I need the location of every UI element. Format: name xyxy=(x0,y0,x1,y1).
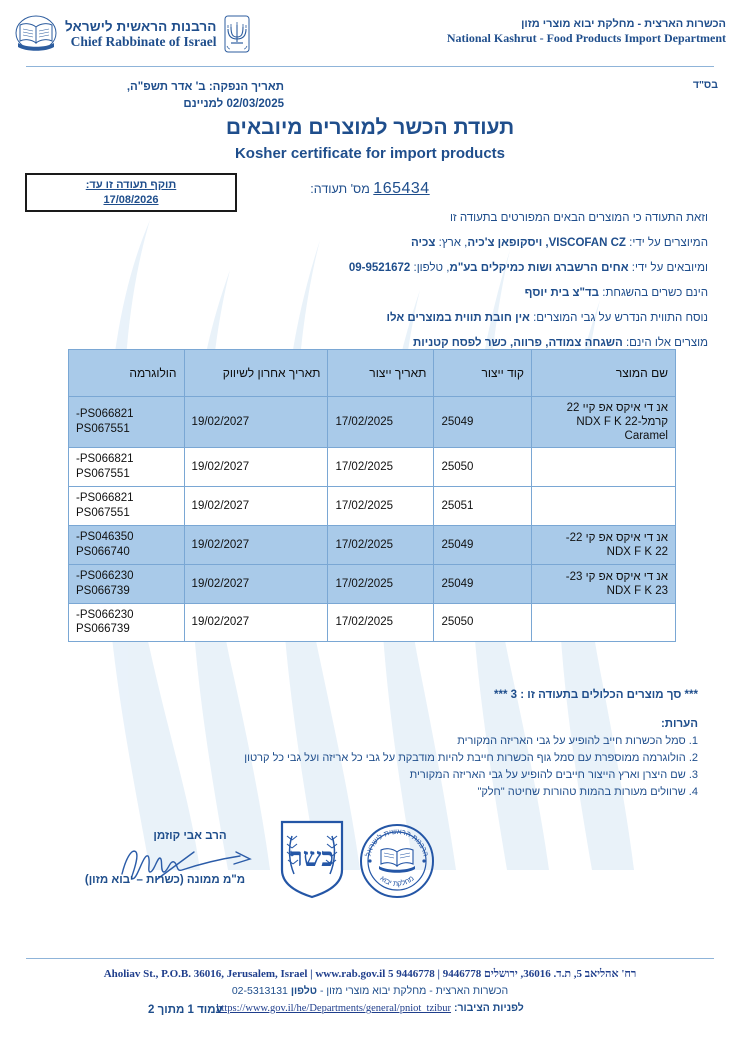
importer-line: ומיובאים על ידי: אחים הרשברג ושות כמיקלים בע"מ, טלפון: 09-9521672 xyxy=(348,262,708,275)
cell-product-name: אנ די איקס אפ קי 22- NDX F K 22 xyxy=(531,525,675,564)
signatory-name: הרב אבי קוזמן xyxy=(153,830,227,842)
department-title-en: National Kashrut - Food Products Import Department xyxy=(446,31,726,46)
label-requirement-line xyxy=(32,312,708,324)
signatory-role: מ"מ ממונה (כשרות – יבוא מזון) xyxy=(84,874,246,886)
products-table-body xyxy=(69,397,676,642)
rabbinate-round-stamp-icon xyxy=(358,822,436,900)
validity-date: 17/08/2026 xyxy=(103,193,159,206)
svg-text:מחלקת יבוא: מחלקת יבוא xyxy=(378,873,416,889)
certificate-number-value: 165434 xyxy=(373,180,430,197)
table-row xyxy=(69,564,676,603)
cell-product-name xyxy=(531,603,675,642)
cell-production-date: 17/02/2025 xyxy=(328,448,434,487)
cell-hologram-range xyxy=(69,397,185,448)
hologram-from: PS066821- xyxy=(76,453,134,466)
supervision-label: הינם כשרים בהשגחת: xyxy=(602,287,708,300)
hologram-to: PS067551 xyxy=(76,423,130,436)
label-requirement-label: נוסח התווית הנדרש על גבי המוצרים: xyxy=(533,312,708,325)
cell-last-marketing-date: 19/02/2027 xyxy=(184,486,328,525)
signature-area xyxy=(0,818,740,928)
cell-last-marketing-date: 19/02/2027 xyxy=(184,603,328,642)
note-item-3: 3. שם היצרן וארץ הייצור חייבים להופיע על גבי האריזה המקורית xyxy=(409,769,698,782)
cell-last-marketing-date: 19/02/2027 xyxy=(184,525,328,564)
cell-production-code: 25051 xyxy=(434,486,531,525)
cell-product-name: אנ די איקס אפ קי 23- NDX F K 23 xyxy=(531,564,675,603)
hologram-to: PS066739 xyxy=(76,584,130,597)
cell-production-code: 25049 xyxy=(434,564,531,603)
footer-public-inquiries-line xyxy=(0,1000,740,1018)
table-row xyxy=(69,397,676,448)
cell-product-name xyxy=(531,448,675,487)
rabbinate-logo-block xyxy=(14,14,250,54)
footer-phone-number: 02-5313131 xyxy=(231,985,291,998)
column-header-last-marketing-date: תאריך אחרון לשיווק xyxy=(184,350,328,397)
notes-title: הערות: xyxy=(660,718,698,730)
note-item-2: 2. הולוגרמה ממוספרת עם סמל גוף הכשרות חייבת להיות מודבקת על גבי כל אריזה ועל גבי כל קרטון xyxy=(244,752,698,765)
table-row xyxy=(69,448,676,487)
importer-phone: 09-9521672 xyxy=(348,262,411,275)
manufacturer-name-he: ויסקופאן צ'כיה xyxy=(467,237,543,250)
importer-name: אחים הרשברג ושות כמיקלים בע"מ xyxy=(449,262,629,275)
table-row xyxy=(69,525,676,564)
cell-hologram-range xyxy=(69,448,185,487)
rabbinate-book-emblem-icon xyxy=(14,14,58,54)
footer-address-line: רח' אהליאב 5, ת.ד. 36016, ירושלים 9446778 | 9446778 5 Aholiav St., P.O.B. 36016, Jerusalem, Israel | www.rab.gov.il xyxy=(103,968,637,980)
hologram-from: PS066230- xyxy=(76,569,134,582)
note-item-4: 4. שרוולים מעורות בהמות טהורות שחיטה "חלק" xyxy=(477,786,698,799)
hologram-to: PS067551 xyxy=(76,467,130,480)
manufacturer-country: צכיה xyxy=(411,237,436,250)
public-inquiries-link[interactable]: https://www.gov.il/he/Departments/general/pniot_tzibur xyxy=(216,1002,452,1014)
supervision-value: בד"צ בית יוסף xyxy=(524,287,600,300)
page-title-he: תעודת הכשר למוצרים מיובאים xyxy=(225,116,515,139)
cell-hologram-range xyxy=(69,564,185,603)
footer-phone-label: טלפון xyxy=(290,985,318,998)
hologram-from: PS066821- xyxy=(76,408,134,421)
supervision-line xyxy=(32,287,708,299)
department-title-he: הכשרות הארצית - מחלקת יבוא מוצרי מזון xyxy=(521,18,726,30)
table-row xyxy=(69,603,676,642)
issue-date-hebrew: תאריך הנפקה: ב' אדר תשפ"ה, xyxy=(126,81,284,93)
note-item-1: 1. סמל הכשרות חייב להופיע על גבי האריזה המקורית xyxy=(457,735,698,747)
hologram-to: PS067551 xyxy=(76,506,130,519)
footer-department-line xyxy=(0,983,740,1000)
product-status-label: מוצרים אלו הינם: xyxy=(625,337,708,350)
product-status-value: השגחה צמודה, פרווה, כשר לפסח קטניות xyxy=(413,337,623,350)
organization-title xyxy=(65,19,217,49)
page-number: עמוד 1 מתוך 2 xyxy=(148,1004,223,1016)
hologram-to: PS066739 xyxy=(76,623,130,636)
cell-product-name xyxy=(531,486,675,525)
hologram-from: PS066821- xyxy=(76,491,134,504)
manufacturer-comma: , xyxy=(545,237,549,250)
israel-menorah-emblem-icon xyxy=(224,15,250,53)
table-row xyxy=(69,486,676,525)
column-header-production-code: קוד ייצור xyxy=(434,350,531,397)
cell-production-date: 17/02/2025 xyxy=(328,564,434,603)
importer-phone-label: טלפון: xyxy=(413,262,444,275)
svg-text:הרבנות הראשית לישראל: הרבנות הראשית לישראל xyxy=(363,826,431,858)
footer-divider xyxy=(26,958,714,959)
column-header-hologram: הולוגרמה xyxy=(69,350,185,397)
cell-last-marketing-date: 19/02/2027 xyxy=(184,564,328,603)
certificate-number-row xyxy=(0,180,740,198)
column-header-product-name: שם המוצר xyxy=(531,350,675,397)
manufacturer-country-label: ארץ: xyxy=(438,237,461,250)
footer-inquiries-label: לפניות הציבור: xyxy=(453,1001,524,1014)
cell-production-code: 25050 xyxy=(434,603,531,642)
certificate-body xyxy=(32,212,708,362)
kosher-shield-seal-icon xyxy=(276,818,348,900)
cell-hologram-range xyxy=(69,603,185,642)
manufacturer-label: המיוצרים על ידי: xyxy=(629,237,708,250)
product-status-line xyxy=(32,337,708,349)
cell-production-code: 25049 xyxy=(434,397,531,448)
svg-text:כשר: כשר xyxy=(290,843,334,872)
cell-product-name: אנ די איקס אפ קיי 22 קרמל-NDX F K 22 Caramel xyxy=(531,397,675,448)
cell-production-code: 25049 xyxy=(434,525,531,564)
department-title xyxy=(447,17,726,47)
document-footer xyxy=(0,966,740,1018)
footer-dept-prefix: הכשרות הארצית - מחלקת יבוא מוצרי מזון - xyxy=(317,985,509,998)
cell-production-date: 17/02/2025 xyxy=(328,525,434,564)
hologram-from: PS066230- xyxy=(76,608,134,621)
cell-last-marketing-date: 19/02/2027 xyxy=(184,397,328,448)
manufacturer-line: המיוצרים על ידי: VISCOFAN CZ, ויסקופאן צ'כיה, ארץ: צכיה xyxy=(411,237,708,250)
label-requirement-value: אין חובת תווית במוצרים אלו xyxy=(386,312,530,325)
certificate-number-label: מס' תעודה: xyxy=(310,182,370,196)
hologram-from: PS046350- xyxy=(76,530,134,543)
products-table xyxy=(68,349,676,642)
importer-label: ומיובאים על ידי: xyxy=(631,262,708,275)
issue-date xyxy=(22,79,284,112)
notes-section xyxy=(78,718,698,801)
hologram-to: PS066740 xyxy=(76,545,130,558)
header-divider xyxy=(26,66,714,67)
organization-title-en: Chief Rabbinate of Israel xyxy=(70,34,217,49)
cell-hologram-range xyxy=(69,486,185,525)
intro-line: וזאת התעודה כי המוצרים הבאים המפורטים בתעודה זו xyxy=(449,212,708,224)
bsd-marking: בס"ד xyxy=(692,79,718,91)
validity-label: תוקף תעודה זו עד: xyxy=(85,178,177,191)
cell-production-date: 17/02/2025 xyxy=(328,603,434,642)
cell-production-code: 25050 xyxy=(434,448,531,487)
cell-hologram-range xyxy=(69,525,185,564)
column-header-production-date: תאריך ייצור xyxy=(328,350,434,397)
products-total-summary: *** סך מוצרים הכלולים בתעודה זו : 3 *** xyxy=(494,689,698,701)
manufacturer-name-en: VISCOFAN CZ xyxy=(548,237,626,250)
issue-date-gregorian: 02/03/2025 למניינם xyxy=(183,97,284,110)
document-header xyxy=(0,0,740,62)
page-title-en: Kosher certificate for import products xyxy=(234,145,506,162)
table-header-row xyxy=(69,350,676,397)
cell-last-marketing-date: 19/02/2027 xyxy=(184,448,328,487)
cell-production-date: 17/02/2025 xyxy=(328,486,434,525)
cell-production-date: 17/02/2025 xyxy=(328,397,434,448)
organization-title-he: הרבנות הראשית לישראל xyxy=(65,18,217,34)
